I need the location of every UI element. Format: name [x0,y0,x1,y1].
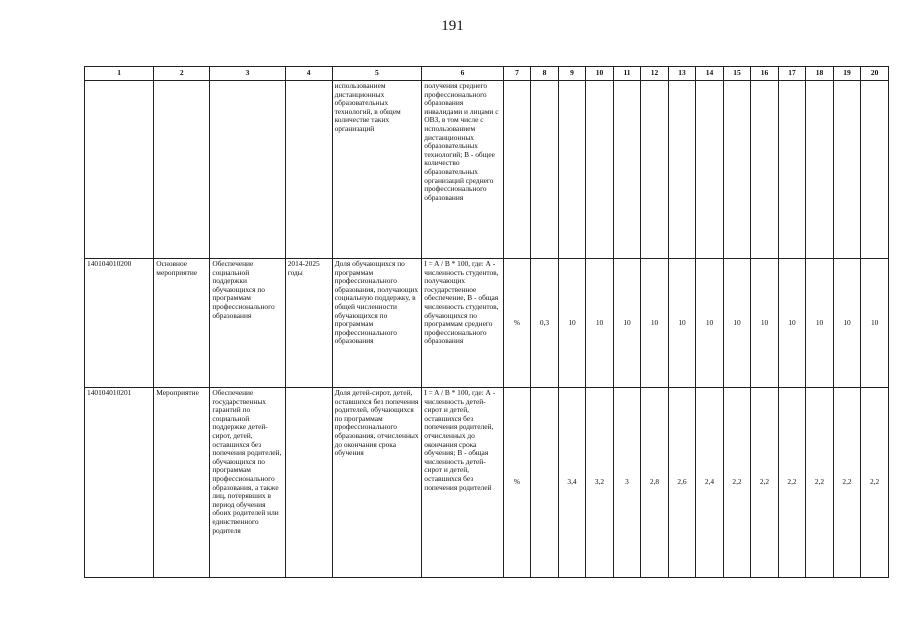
column-header-12: 12 [641,67,669,81]
cell-value-15 [723,81,751,259]
cell-value-10: 10 [586,259,614,388]
column-header-16: 16 [751,67,779,81]
cell-code [85,81,154,259]
cell-type: Основное мероприятие [154,259,210,388]
cell-value-12 [641,81,669,259]
cell-value-8: 0,3 [531,259,559,388]
cell-value-13 [668,81,696,259]
cell-value-19: 2,2 [833,388,861,578]
cell-formula: I = A / B * 100, где: А - численность студентов, получающих государственное обеспечение, В - общая численность студентов, обучающихся по программам среднего профессионального образования [422,259,504,388]
column-header-3: 3 [210,67,285,81]
cell-value-16: 10 [751,259,779,388]
column-header-19: 19 [833,67,861,81]
cell-value-14: 2,4 [696,388,724,578]
cell-value-20 [861,81,889,259]
column-header-18: 18 [806,67,834,81]
table-row [85,259,889,388]
column-header-1: 1 [85,67,154,81]
column-header-11: 11 [613,67,641,81]
cell-value-18: 2,2 [806,388,834,578]
cell-value-14: 10 [696,259,724,388]
cell-type: Мероприятие [154,388,210,578]
cell-value-19 [833,81,861,259]
column-header-5: 5 [332,67,422,81]
cell-unit: % [503,259,531,388]
cell-value-10 [586,81,614,259]
column-header-13: 13 [668,67,696,81]
cell-value-11: 10 [613,259,641,388]
cell-name [210,81,285,259]
cell-value-17: 2,2 [778,388,806,578]
column-header-10: 10 [586,67,614,81]
page-number: 191 [441,18,464,34]
cell-value-11: 3 [613,388,641,578]
header-row [85,67,889,81]
cell-value-15: 2,2 [723,388,751,578]
cell-value-15: 10 [723,259,751,388]
cell-period [285,81,332,259]
cell-value-16: 2,2 [751,388,779,578]
cell-formula: I = A / B * 100, где: А - численность детей-сирот и детей, оставшихся без попечения родителей, отчисленных до окончания срока обучения; В - общая численность детей-сирот и детей, оставшихся без попечения родителей [422,388,504,578]
cell-value-18 [806,81,834,259]
cell-code: 140104010200 [85,259,154,388]
cell-name: Обеспечение государственных гарантий по социальной поддержке детей-сирот, детей, оставшихся без попечения родителей, обучающихся по программам профессионального образования, а также лиц, потерявших в период обучения обоих родителей или единственного родителя [210,388,285,578]
cell-formula: получения среднего профессионального образования инвалидами и лицами с ОВЗ, в том числе с использованием дистанционных образовательных технологий; В - общее количество образовательных организаций среднего профессионального образования [422,81,504,259]
column-header-15: 15 [723,67,751,81]
cell-indicator: Доля обучающихся по программам профессионального образования, получающих социальную поддержку, в общей численности обучающихся по программам профессионального образования [332,259,422,388]
cell-period: 2014-2025 годы [285,259,332,388]
table-row [85,81,889,259]
column-header-4: 4 [285,67,332,81]
cell-value-10: 3,2 [586,388,614,578]
cell-value-19: 10 [833,259,861,388]
column-header-14: 14 [696,67,724,81]
cell-value-9: 10 [558,259,586,388]
cell-unit: % [503,388,531,578]
cell-value-18: 10 [806,259,834,388]
cell-unit [503,81,531,259]
cell-value-12: 10 [641,259,669,388]
cell-value-8 [531,81,559,259]
column-header-2: 2 [154,67,210,81]
cell-value-13: 10 [668,259,696,388]
cell-type [154,81,210,259]
cell-indicator: использованием дистанционных образовательных технологий, в общем количестве таких организаций [332,81,422,259]
cell-value-17 [778,81,806,259]
cell-value-16 [751,81,779,259]
column-header-9: 9 [558,67,586,81]
column-header-6: 6 [422,67,504,81]
cell-value-12: 2,8 [641,388,669,578]
cell-value-20: 10 [861,259,889,388]
cell-value-20: 2,2 [861,388,889,578]
cell-name: Обеспечение социальной поддержки обучающихся по программам профессионального образования [210,259,285,388]
column-header-8: 8 [531,67,559,81]
cell-value-9 [558,81,586,259]
column-header-17: 17 [778,67,806,81]
program-table [84,66,889,578]
cell-period [285,388,332,578]
column-header-20: 20 [861,67,889,81]
cell-value-11 [613,81,641,259]
cell-value-17: 10 [778,259,806,388]
cell-value-14 [696,81,724,259]
cell-value-9: 3,4 [558,388,586,578]
cell-value-13: 2,6 [668,388,696,578]
cell-code: 140104010201 [85,388,154,578]
cell-indicator: Доля детей-сирот, детей, оставшихся без попечения родителей, обучающихся по программам профессионального образования, отчисленных до окончания срока обучения [332,388,422,578]
cell-value-8 [531,388,559,578]
column-header-7: 7 [503,67,531,81]
table-row [85,388,889,578]
